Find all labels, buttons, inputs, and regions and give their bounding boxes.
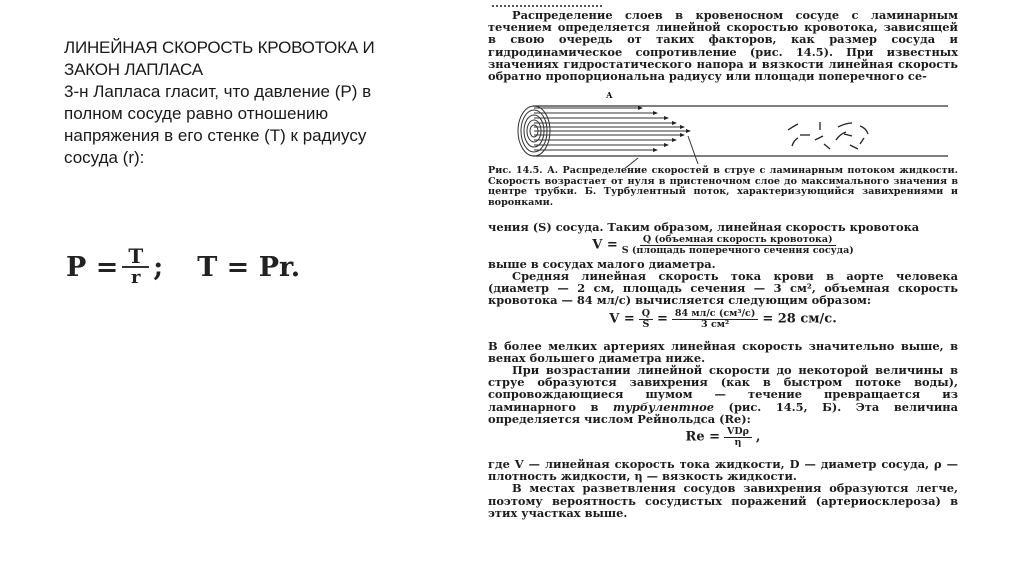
pointer-line <box>688 136 698 164</box>
eq2-qs-fraction <box>639 309 653 330</box>
paragraph-branching: В местах разветвления сосудов завихрения образуются легче, поэтому вероятность сосудистых поражений (артериосклероза) в этих участках выше. <box>488 481 958 520</box>
laminar-tube <box>518 106 948 168</box>
title-line-2: ЗАКОН ЛАПЛАСА <box>64 60 203 79</box>
eq2-lhs: V = <box>609 311 635 326</box>
velocity-formula <box>488 235 958 256</box>
eq3-lhs: Re = <box>685 429 721 445</box>
laminar-velocity-arrows <box>534 108 686 150</box>
eq3-fraction <box>724 427 752 448</box>
cropped-header-line <box>492 0 602 7</box>
eq3-tail: , <box>755 429 761 445</box>
scanned-textbook-page <box>488 0 958 540</box>
title-line-1: ЛИНЕЙНАЯ СКОРОСТЬ КРОВОТОКА И <box>64 38 375 57</box>
eq3-numerator: VDρ <box>724 427 752 438</box>
paragraph-layers: Распределение слоев в кровеносном сосуде с ламинарным течением определяется линейной скоростью кровотока, зависящей в свою очередь от таких факторов, как размер сосуда и гидродинамическое сопротивление (рис. 14.5). При известных значениях гидростатического напора и вязкости линейная скорость обратно пропорциональна радиусу или площади поперечного се- <box>488 8 958 84</box>
eq3-denominator: η <box>734 437 742 449</box>
eq2-denominator: 3 см² <box>701 318 730 330</box>
figure-caption: Рис. 14.5. А. Распределение скоростей в струе с ламинарным потоком жидкости. Скорость возрастает от нуля в пристеночном слое до максимального значения в центре трубки. Б. Турбулентный поток, характеризующийся завихрениями и воронками. <box>488 165 958 208</box>
slide-text-block <box>64 37 404 169</box>
paragraph-small-diameter: выше в сосудах малого диаметра. <box>488 256 716 271</box>
eq1-denominator: S (площадь поперечного сечения сосуда) <box>621 244 854 256</box>
eq1-numerator: Q (объемная скорость кровотока) <box>640 235 836 246</box>
formula-separator: ; <box>153 251 164 283</box>
eq2-result: = 28 см/с. <box>762 311 837 326</box>
laplace-formula <box>66 246 300 288</box>
turbulent-swirl-arrows <box>788 122 868 149</box>
figure-14-5 <box>488 88 958 166</box>
formula-denominator: r <box>131 267 141 288</box>
pointer-line <box>618 158 638 168</box>
reynolds-formula <box>488 427 958 448</box>
formula-fraction <box>122 246 149 288</box>
eq2-q: Q <box>639 309 653 320</box>
formula-lhs: P = <box>66 251 119 283</box>
eq2-value-fraction <box>672 309 758 330</box>
turbulent-term: турбулентное <box>613 399 714 414</box>
turbulence-text-b: (рис. 14.5, Б). Эта величина определяется числом Рейнольдса (Re): <box>488 399 958 426</box>
figure-label-a: А <box>606 90 613 101</box>
formula-numerator: T <box>122 246 149 268</box>
paragraph-definitions: где V — линейная скорость тока жидкости, D — диаметр сосуда, ρ — плотность жидкости, η — вязкость жидкости. <box>488 457 958 484</box>
eq2-s: S <box>642 318 650 330</box>
turbulence-text-a: При возрастании линейной скорости до некоторой величины в струе образуются завихрения (как в быстром потоке воды), сопровождающиеся шумом — течение превращается из ламинарного в <box>488 363 958 414</box>
paragraph-section-area: чения (S) сосуда. Таким образом, линейная скорость кровотока <box>488 219 920 234</box>
eq1-lhs: V = <box>592 237 618 253</box>
eq2-numerator: 84 мл/с (см³/с) <box>672 309 758 320</box>
paragraph-turbulence <box>488 364 958 425</box>
laplace-law-text: 3-н Лапласа гласит, что давление (Р) в полном сосуде равно отношению напряжения в его стенке (Т) к радиусу сосуда (r): <box>64 82 372 167</box>
aorta-velocity-formula <box>488 309 958 330</box>
flow-diagram <box>488 88 958 168</box>
slide-title <box>64 37 404 81</box>
paragraph-aorta: Средняя линейная скорость тока крови в аорте человека (диаметр — 2 см, площадь сечения — 3 см², объемная скорость кровотока — 84 мл/с) вычисляется следующим образом: <box>488 269 958 308</box>
paragraph-small-arteries: В более мелких артериях линейная скорость значительно выше, в венах большего диаметра ниже. <box>488 338 958 365</box>
eq1-fraction <box>622 235 854 256</box>
eq2-equals: = <box>656 311 668 326</box>
formula-second: T = Pr. <box>197 251 301 283</box>
